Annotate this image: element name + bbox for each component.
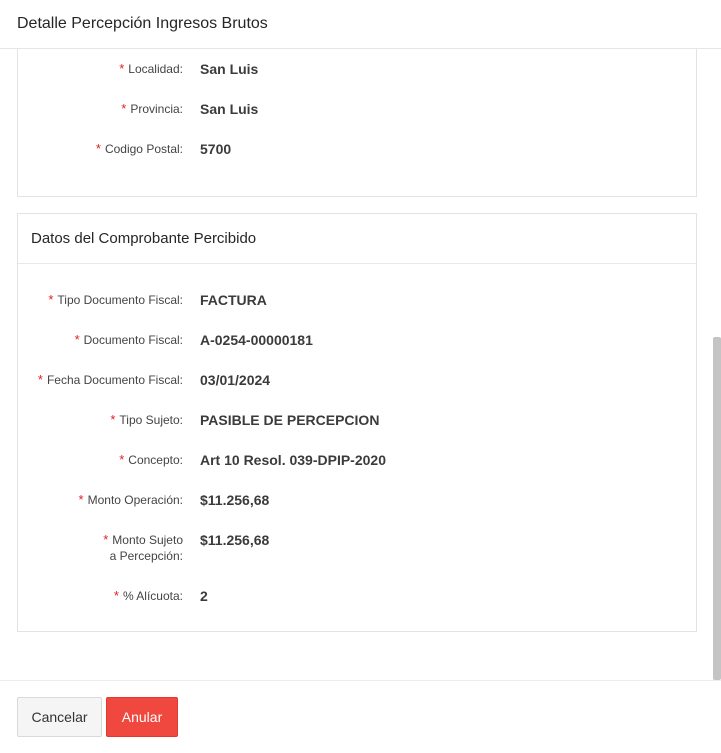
address-card: [17, 49, 697, 197]
required-marker: *: [48, 292, 54, 307]
field-value-tipo-documento: FACTURA: [200, 292, 267, 308]
required-marker: *: [113, 588, 119, 603]
field-value-monto-sujeto: $11.256,68: [200, 532, 270, 548]
field-value-concepto: Art 10 Resol. 039-DPIP-2020: [200, 452, 386, 468]
required-marker: *: [78, 492, 84, 507]
field-value-fecha-documento: 03/01/2024: [200, 372, 271, 388]
field-label: * Monto Operación:: [78, 492, 183, 507]
field-label: * Documento Fiscal:: [74, 332, 183, 347]
required-marker: *: [121, 101, 127, 116]
modal-footer: [0, 680, 721, 753]
field-label: * Tipo Sujeto:: [110, 412, 183, 427]
field-value-monto-operacion: $11.256,68: [200, 492, 270, 508]
required-marker: *: [95, 141, 101, 156]
required-marker: *: [103, 532, 109, 547]
scrollbar-thumb[interactable]: [713, 337, 721, 680]
field-label: * Localidad:: [119, 61, 183, 76]
field-value-documento-fiscal: A-0254-00000181: [200, 332, 313, 348]
cancel-button[interactable]: Cancelar: [17, 697, 102, 737]
field-value-alicuota: 2: [200, 588, 208, 604]
field-value-localidad: San Luis: [200, 61, 259, 77]
field-label: * Tipo Documento Fiscal:: [48, 292, 183, 307]
modal-body[interactable]: [0, 49, 721, 680]
modal-title: Detalle Percepción Ingresos Brutos: [17, 15, 268, 32]
field-label: * Monto Sujeto a Percepción:: [103, 532, 183, 563]
required-marker: *: [74, 332, 80, 347]
field-value-tipo-sujeto: PASIBLE DE PERCEPCION: [200, 412, 380, 428]
field-label: * Fecha Documento Fiscal:: [37, 372, 183, 387]
field-value-provincia: San Luis: [200, 101, 259, 117]
scrollbar-track[interactable]: [712, 49, 721, 680]
field-label: * % Alícuota:: [113, 588, 183, 603]
required-marker: *: [37, 372, 43, 387]
field-label: * Concepto:: [119, 452, 183, 467]
required-marker: *: [119, 452, 125, 467]
annul-button[interactable]: Anular: [106, 697, 178, 737]
modal-header: [0, 0, 721, 49]
comprobante-card: [17, 213, 697, 632]
field-value-codigo-postal: 5700: [200, 141, 232, 157]
section-title: Datos del Comprobante Percibido: [31, 230, 257, 247]
card-header: [18, 214, 696, 264]
required-marker: *: [110, 412, 116, 427]
field-label: * Codigo Postal:: [95, 141, 183, 156]
required-marker: *: [119, 61, 125, 76]
field-label: * Provincia:: [121, 101, 183, 116]
